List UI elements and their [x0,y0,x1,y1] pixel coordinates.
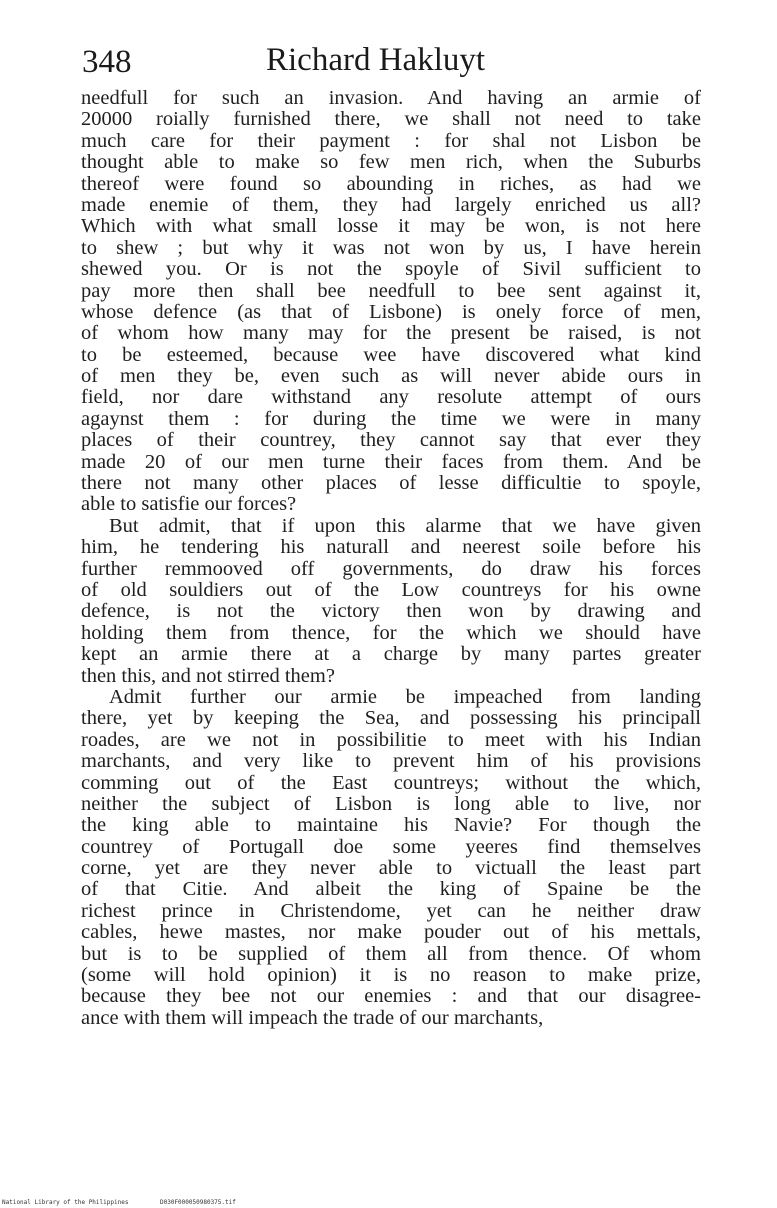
scan-footer [0,1199,777,1208]
text-line: but is to be supplied of them all from thence. Of whom [81,942,701,965]
text-line: needfull for such an invasion. And having an armie of [81,87,701,109]
text-line: (some will hold opinion) it is no reason to make prize, [81,964,701,987]
text-line: much care for their payment : for shal not Lisbon be [81,129,701,152]
text-line: holding them from thence, for the which we should have [81,621,701,644]
page-header [82,42,702,88]
text-line: comming out of the East countreys; without the which, [81,771,701,794]
text-line: of men they be, even such as will never abide ours in [81,365,701,388]
text-line: then this, and not stirred them? [81,664,335,687]
text-line: agaynst them : for during the time we were in many [81,407,701,430]
text-line: defence, is not the victory then won by drawing and [81,600,701,623]
text-line: But admit, that if upon this alarme that we have given [109,514,701,537]
footer-library: National Library of the Philippines [2,1199,129,1206]
text-line: further remmooved off governments, do draw his forces [81,557,701,580]
text-line: made 20 of our men turne their faces from them. And be [81,450,701,473]
text-line: corne, yet are they never able to victuall the least part [81,857,701,880]
text-line: because they bee not our enemies : and that our disagree- [81,985,701,1008]
text-line: richest prince in Christendome, yet can he neither draw [81,899,701,922]
text-line: Which with what small losse it may be won, is not here [81,215,701,238]
text-line: thereof were found so abounding in riches, as had we [81,172,701,195]
text-line: countrey of Portugall doe some yeeres find themselves [81,835,701,858]
text-line: roades, are we not in possibilitie to meet with his Indian [81,728,701,751]
text-line: pay more then shall bee needfull to bee sent against it, [81,279,701,302]
text-line: to be esteemed, because wee have discovered what kind [81,343,701,366]
text-line: Admit further our armie be impeached from landing [109,685,701,708]
text-line: made enemie of them, they had largely enriched us all? [81,193,701,216]
running-head: Richard Hakluyt [266,42,486,78]
text-line: whose defence (as that of Lisbone) is onely force of men, [81,300,701,323]
text-line: the king able to maintaine his Navie? For though the [81,814,701,837]
text-line: there not many other places of lesse difficultie to spoyle, [81,472,701,495]
text-line: shewed you. Or is not the spoyle of Sivil sufficient to [81,258,701,281]
text-line: of that Citie. And albeit the king of Spaine be the [81,878,701,901]
text-line: 20000 roially furnished there, we shall not need to take [81,108,701,131]
text-line: field, nor dare withstand any resolute attempt of ours [81,386,701,409]
text-line: able to satisfie our forces? [81,493,297,516]
text-line: kept an armie there at a charge by many partes greater [81,643,701,666]
text-line: thought able to make so few men rich, when the Suburbs [81,151,701,174]
page-number: 348 [82,44,132,80]
body-text [81,88,701,1029]
text-line: places of their countrey, they cannot say that ever they [81,429,701,452]
text-line: of old souldiers out of the Low countreys for his owne [81,578,701,601]
text-line: to shew ; but why it was not won by us, I have herein [81,236,701,259]
text-line: cables, hewe mastes, nor make pouder out of his mettals, [81,921,701,944]
text-line: there, yet by keeping the Sea, and possessing his principall [81,707,701,730]
text-line: marchants, and very like to prevent him of his provisions [81,750,701,773]
footer-file: D030F000050980375.tif [160,1199,236,1206]
text-line: ance with them will impeach the trade of our marchants, [81,1006,544,1029]
text-line: neither the subject of Lisbon is long able to live, nor [81,792,701,815]
text-line: of whom how many may for the present be raised, is not [81,322,701,345]
text-line: him, he tendering his naturall and neerest soile before his [81,536,701,559]
